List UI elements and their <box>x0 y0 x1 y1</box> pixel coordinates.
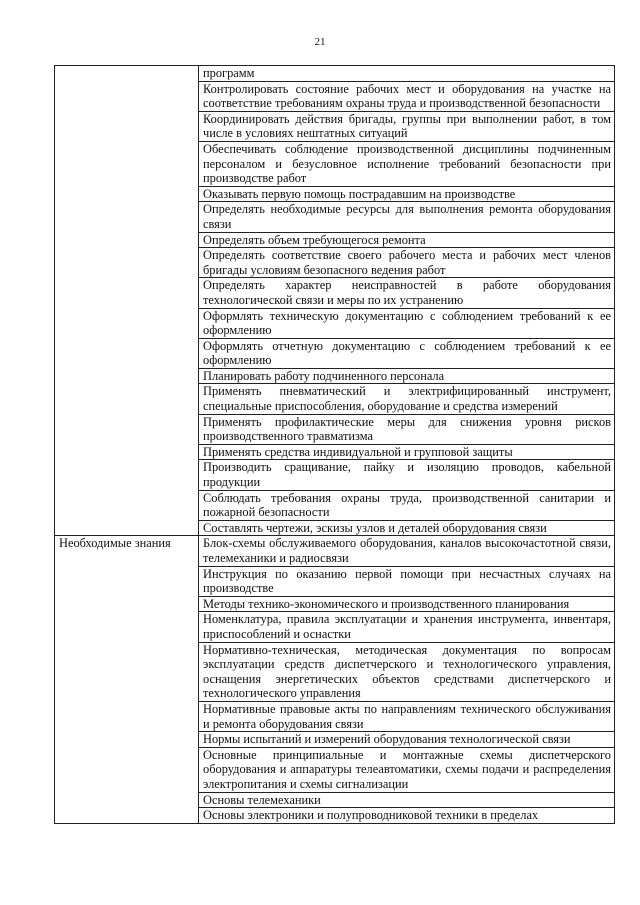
requirements-table <box>54 65 615 824</box>
requirement-item: Нормы испытаний и измерений оборудования технологической связи <box>199 732 615 748</box>
requirement-item: Производить сращивание, пайку и изоляцию проводов, кабельной продукции <box>199 460 615 490</box>
requirement-item: Оформлять техническую документацию с соблюдением требований к ее оформлению <box>199 308 615 338</box>
requirement-item: Основы телемеханики <box>199 792 615 808</box>
requirement-item: Планировать работу подчиненного персонала <box>199 368 615 384</box>
requirement-item: Соблюдать требования охраны труда, производственной санитарии и пожарной безопасности <box>199 490 615 520</box>
requirement-item: Применять пневматический и электрифицированный инструмент, специальные приспособления, оборудование и средства измерений <box>199 384 615 414</box>
requirement-item: Контролировать состояние рабочих мест и оборудования на участке на соответствие требованиям охраны труда и производственной безопасности <box>199 81 615 111</box>
requirement-item: Нормативные правовые акты по направлениям технического обслуживания и ремонта оборудования связи <box>199 701 615 731</box>
requirement-item: Обеспечивать соблюдение производственной дисциплины подчиненным персоналом и безусловное исполнение требований безопасности при производстве работ <box>199 141 615 186</box>
requirement-item: Координировать действия бригады, группы при выполнении работ, в том числе в условиях нештатных ситуаций <box>199 111 615 141</box>
requirement-item: Определять необходимые ресурсы для выполнения ремонта оборудования связи <box>199 202 615 232</box>
requirement-item: Оказывать первую помощь пострадавшим на производстве <box>199 186 615 202</box>
requirement-item: Определять соответствие своего рабочего места и рабочих мест членов бригады условиям безопасного ведения работ <box>199 248 615 278</box>
requirement-item: Применять средства индивидуальной и групповой защиты <box>199 444 615 460</box>
requirement-item: Определять объем требующегося ремонта <box>199 232 615 248</box>
requirement-item: Инструкция по оказанию первой помощи при несчастных случаях на производстве <box>199 566 615 596</box>
requirement-item: Оформлять отчетную документацию с соблюдением требований к ее оформлению <box>199 338 615 368</box>
requirement-item: Нормативно-техническая, методическая документация по вопросам эксплуатации средств диспетчерского и технологического управления, оснащения энергетических объектов средствами диспетчерского и технологического управления <box>199 642 615 701</box>
requirement-item: Определять характер неисправностей в работе оборудования технологической связи и меры по их устранению <box>199 278 615 308</box>
requirement-item: программ <box>199 66 615 82</box>
requirement-item: Блок-схемы обслуживаемого оборудования, каналов высокочастотной связи, телемеханики и радиосвязи <box>199 536 615 566</box>
requirement-item: Основы электроники и полупроводниковой техники в пределах <box>199 808 615 824</box>
requirement-item: Основные принципиальные и монтажные схемы диспетчерского оборудования и аппаратуры телеавтоматики, схемы подачи и распределения электропитания и схемы сигнализации <box>199 747 615 792</box>
requirement-item: Методы технико-экономического и производственного планирования <box>199 596 615 612</box>
table-row <box>55 536 615 566</box>
section-label <box>55 66 199 536</box>
section-label: Необходимые знания <box>55 536 199 823</box>
page-number: 21 <box>314 36 326 48</box>
requirement-item: Составлять чертежи, эскизы узлов и деталей оборудования связи <box>199 520 615 536</box>
requirement-item: Номенклатура, правила эксплуатации и хранения инструмента, инвентаря, приспособлений и оснастки <box>199 612 615 642</box>
table-row <box>55 66 615 82</box>
requirement-item: Применять профилактические меры для снижения уровня рисков производственного травматизма <box>199 414 615 444</box>
